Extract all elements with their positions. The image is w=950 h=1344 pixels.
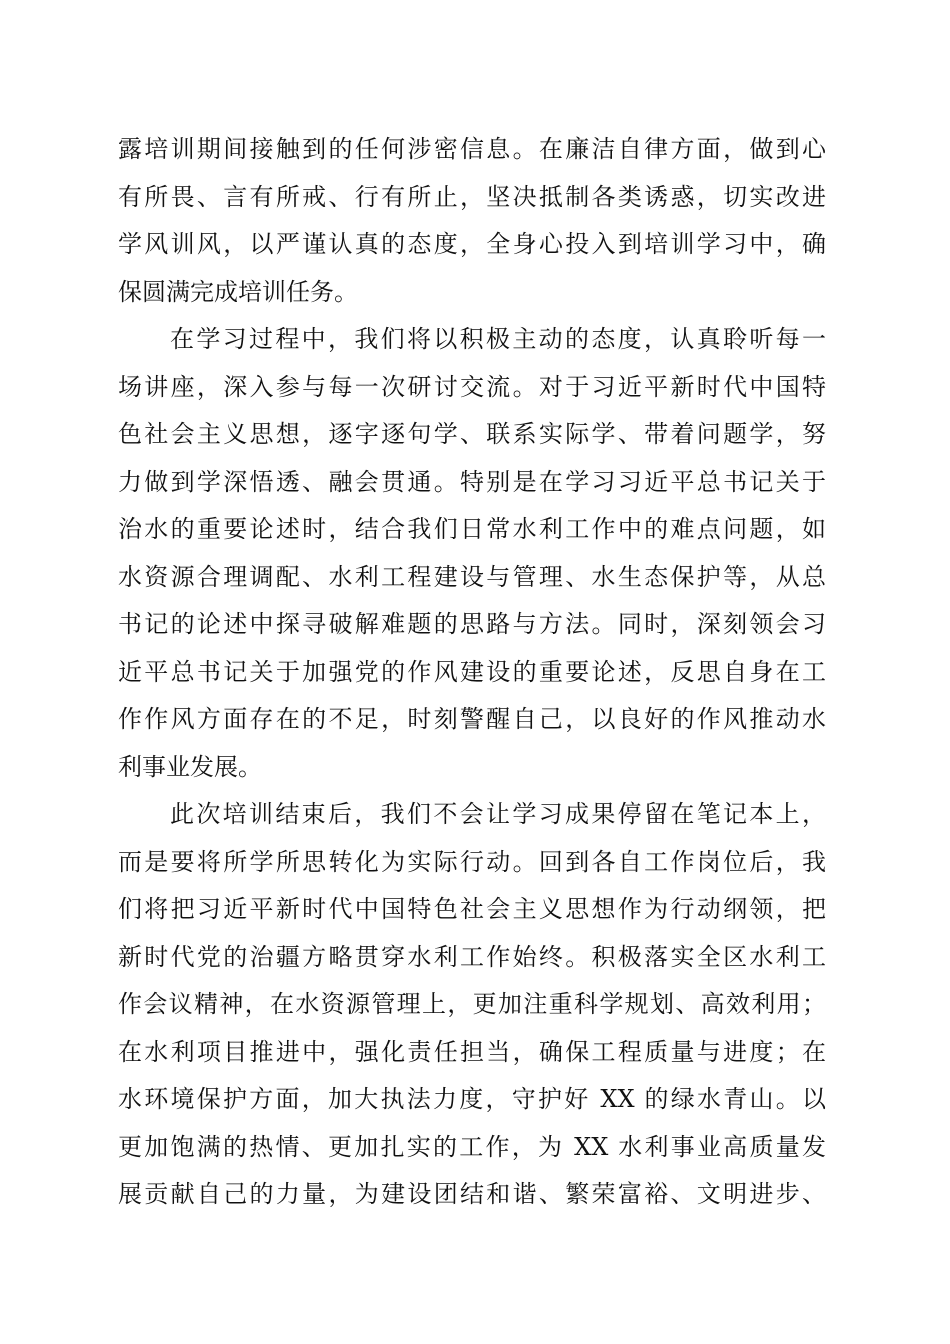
text-line: 有所畏、言有所戒、行有所止，坚决抵制各类诱惑，切实改进 — [118, 182, 826, 211]
text-line: 展贡献自己的力量，为建设团结和谐、繁荣富裕、文明进步、 — [118, 1180, 826, 1208]
text-line: 学风训风，以严谨认真的态度，全身心投入到培训学习中，确 — [118, 230, 826, 258]
text-line: 新时代党的治疆方略贯穿水利工作始终。积极落实全区水利工 — [118, 942, 826, 971]
text-line: 水资源合理调配、水利工程建设与管理、水生态保护等，从总 — [118, 562, 826, 591]
text-line: 在水利项目推进中，强化责任担当，确保工程质量与进度；在 — [118, 1037, 826, 1066]
text-line: 利事业发展。 — [118, 752, 262, 781]
text-line: 作作风方面存在的不足，时刻警醒自己，以良好的作风推动水 — [118, 705, 826, 733]
text-line: 们将把习近平新时代中国特色社会主义思想作为行动纲领，把 — [118, 895, 826, 923]
text-line: 露培训期间接触到的任何涉密信息。在廉洁自律方面，做到心 — [118, 135, 826, 163]
text-line: 水环境保护方面，加大执法力度，守护好 XX 的绿水青山。以 — [118, 1085, 826, 1113]
body-text — [118, 126, 826, 1219]
text-line: 更加饱满的热情、更加扎实的工作，为 XX 水利事业高质量发 — [118, 1132, 826, 1161]
text-line: 书记的论述中探寻破解难题的思路与方法。同时，深刻领会习 — [118, 610, 826, 638]
paragraph-first-line: 此次培训结束后，我们不会让学习成果停留在笔记本上， — [170, 800, 826, 828]
text-line: 力做到学深悟透、融会贯通。特别是在学习习近平总书记关于 — [118, 467, 826, 496]
text-line: 近平总书记关于加强党的作风建设的重要论述，反思自身在工 — [118, 657, 826, 686]
text-line: 场讲座，深入参与每一次研讨交流。对于习近平新时代中国特 — [118, 372, 826, 401]
text-line: 而是要将所学所思转化为实际行动。回到各自工作岗位后，我 — [118, 847, 826, 876]
paragraph-first-line: 在学习过程中，我们将以积极主动的态度，认真聆听每一 — [170, 325, 826, 353]
text-line: 色社会主义思想，逐字逐句学、联系实际学、带着问题学，努 — [118, 420, 826, 448]
text-line: 治水的重要论述时，结合我们日常水利工作中的难点问题，如 — [118, 515, 826, 543]
text-line: 保圆满完成培训任务。 — [118, 277, 358, 306]
text-line: 作会议精神，在水资源管理上，更加注重科学规划、高效利用； — [118, 990, 826, 1018]
